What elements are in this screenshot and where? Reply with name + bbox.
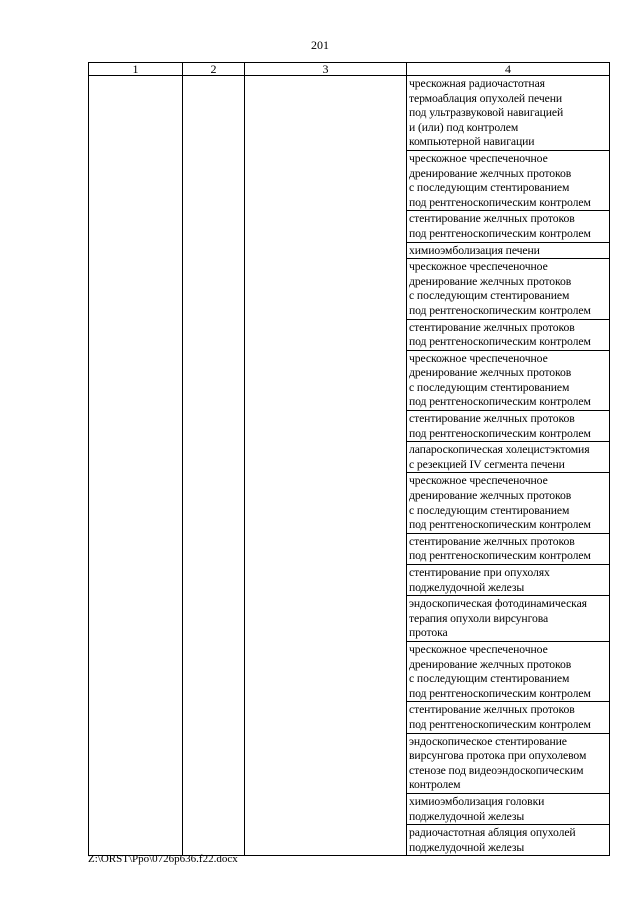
page-number: 201	[311, 38, 329, 52]
procedure-entry: чрескожное чреспеченочное дренирование желчных протоков с последующим стентированием под рентгеноскопическим контролем	[407, 642, 609, 702]
procedure-entry: эндоскопическое стентирование вирсунгова протока при опухолевом стенозе под видеоэндоскопическим контролем	[407, 734, 609, 794]
header-col-2: 2	[183, 63, 245, 76]
procedure-entry: стентирование желчных протоков под рентгеноскопическим контролем	[407, 534, 609, 565]
procedure-entry: чрескожное чреспеченочное дренирование желчных протоков с последующим стентированием под рентгеноскопическим контролем	[407, 473, 609, 533]
table-body-row	[89, 76, 610, 856]
procedure-entry: химиоэмболизация головки поджелудочной железы	[407, 794, 609, 825]
header-col-1: 1	[89, 63, 183, 76]
procedure-entry: стентирование желчных протоков под рентгеноскопическим контролем	[407, 411, 609, 442]
col-1-cell	[89, 76, 183, 856]
header-col-4: 4	[407, 63, 610, 76]
procedure-entry: эндоскопическая фотодинамическая терапия опухоли вирсунгова протока	[407, 596, 609, 642]
procedure-entry: стентирование желчных протоков под рентгеноскопическим контролем	[407, 320, 609, 351]
table-header-row	[89, 63, 610, 76]
procedure-entry: химиоэмболизация печени	[407, 243, 609, 260]
procedure-entry: чрескожное чреспеченочное дренирование желчных протоков с последующим стентированием под рентгеноскопическим контролем	[407, 351, 609, 411]
procedure-entry: лапароскопическая холецистэктомия с резекцией IV сегмента печени	[407, 442, 609, 473]
procedure-entry: чрескожное чреспеченочное дренирование желчных протоков с последующим стентированием под рентгеноскопическим контролем	[407, 259, 609, 319]
footer-file-path: Z:\ORST\Ppo\0726p636.f22.docx	[88, 853, 238, 865]
procedure-list	[407, 76, 609, 855]
col-4-cell	[407, 76, 610, 856]
header-col-3: 3	[245, 63, 407, 76]
procedure-entry: стентирование желчных протоков под рентгеноскопическим контролем	[407, 211, 609, 242]
procedure-entry: стентирование желчных протоков под рентгеноскопическим контролем	[407, 702, 609, 733]
procedure-entry: чрескожное чреспеченочное дренирование желчных протоков с последующим стентированием под рентгеноскопическим контролем	[407, 151, 609, 211]
col-3-cell	[245, 76, 407, 856]
col-2-cell	[183, 76, 245, 856]
procedure-entry: радиочастотная абляция опухолей поджелудочной железы	[409, 826, 576, 854]
procedures-table	[88, 62, 610, 856]
procedure-entry: чрескожная радиочастотная термоаблация опухолей печени под ультразвуковой навигацией и (или) под контролем компьютерной навигации	[407, 76, 609, 151]
procedure-entry: стентирование при опухолях поджелудочной железы	[407, 565, 609, 596]
